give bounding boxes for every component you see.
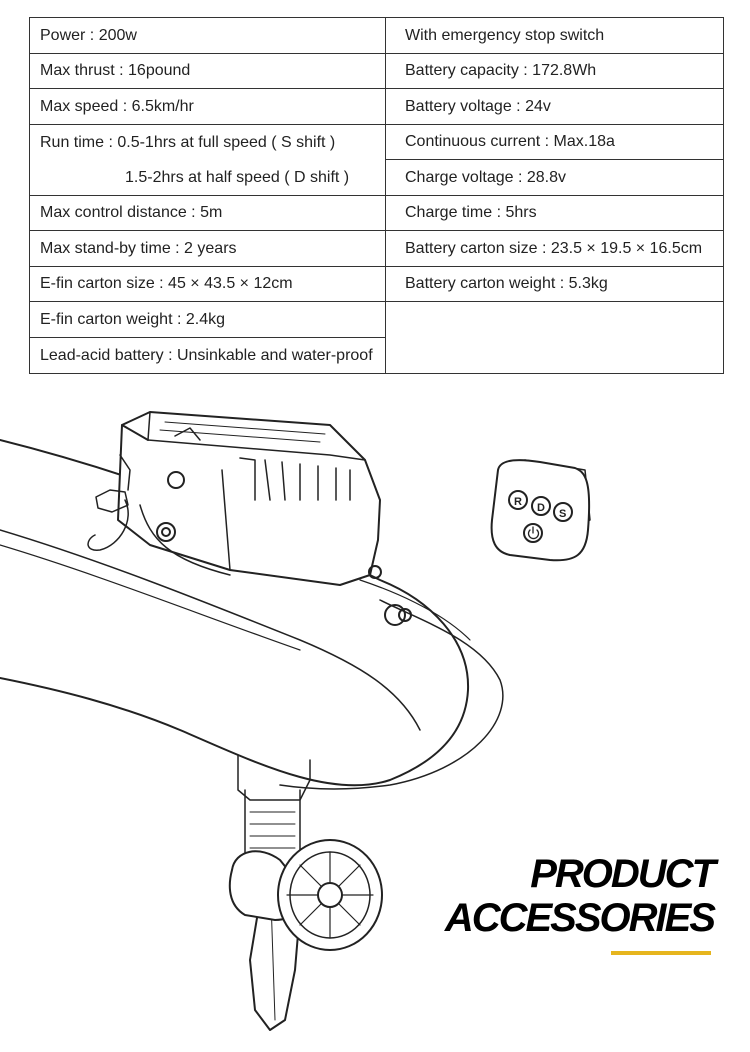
spec-max-control-distance: Max control distance : 5m — [30, 196, 385, 231]
spec-column-left — [30, 18, 386, 373]
spec-efin-carton-size: E-fin carton size : 45 × 43.5 × 12cm — [30, 267, 385, 302]
section-heading — [445, 852, 714, 940]
spec-efin-carton-weight: E-fin carton weight : 2.4kg — [30, 302, 385, 338]
spec-max-standby-time: Max stand-by time : 2 years — [30, 231, 385, 267]
remote-button-r: R — [514, 496, 522, 508]
spec-emergency-stop: With emergency stop switch — [385, 18, 723, 54]
motor-fin — [230, 755, 382, 1030]
spec-power: Power : 200w — [30, 18, 385, 54]
spec-battery-capacity: Battery capacity : 172.8Wh — [385, 54, 723, 89]
accent-bar — [611, 951, 711, 955]
spec-run-time: Run time : 0.5-1hrs at full speed ( S shift ) — [40, 133, 336, 151]
spec-lead-acid-battery: Lead-acid battery : Unsinkable and water-proof — [40, 346, 373, 364]
heading-line-product: PRODUCT — [530, 852, 714, 896]
spec-empty-cell — [385, 302, 723, 373]
spec-table — [29, 17, 724, 374]
spec-battery-voltage: Battery voltage : 24v — [385, 89, 723, 125]
spec-battery-carton-size: Battery carton size : 23.5 × 19.5 × 16.5cm — [385, 231, 723, 267]
spec-max-speed: Max speed : 6.5km/hr — [30, 89, 385, 125]
heading-line-accessories: ACCESSORIES — [444, 896, 714, 940]
spec-max-thrust: Max thrust : 16pound — [30, 54, 385, 89]
battery-box — [88, 412, 381, 585]
remote-button-s: S — [559, 508, 567, 520]
spec-battery-carton-weight: Battery carton weight : 5.3kg — [385, 267, 723, 302]
spec-charge-voltage: Charge voltage : 28.8v — [385, 160, 723, 196]
spec-column-right — [385, 18, 723, 373]
spec-continuous-current: Continuous current : Max.18a — [385, 125, 723, 160]
spec-charge-time: Charge time : 5hrs — [385, 196, 723, 231]
cable — [280, 580, 503, 789]
remote-button-d: D — [537, 502, 545, 514]
spec-run-time-half: 1.5-2hrs at half speed ( D shift ) — [30, 160, 385, 196]
